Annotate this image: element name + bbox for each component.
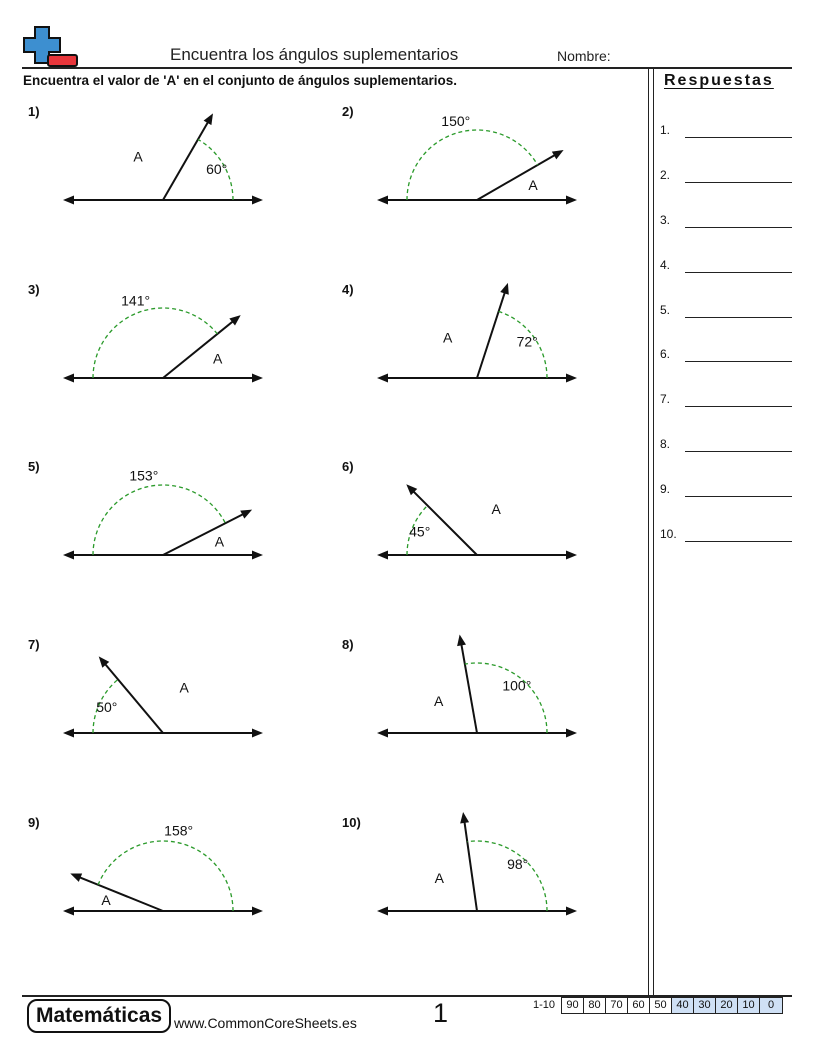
website-link[interactable]: www.CommonCoreSheets.es — [174, 1015, 357, 1031]
unknown-angle-label: A — [101, 891, 111, 908]
score-cell: 30 — [694, 998, 716, 1013]
angle-ray — [464, 817, 477, 911]
answers-title: Respuestas — [664, 72, 774, 89]
problem-number: 10) — [342, 815, 361, 830]
answer-number: 6. — [660, 347, 671, 361]
score-cell: 40 — [672, 998, 694, 1013]
unknown-angle-label: A — [442, 329, 453, 346]
score-table — [533, 997, 783, 1014]
answer-column-divider — [648, 68, 654, 996]
answer-row[interactable] — [660, 392, 792, 410]
answer-number: 10. — [660, 527, 677, 541]
arrowhead-right — [252, 374, 263, 383]
angle-ray — [102, 660, 163, 733]
answer-blank[interactable] — [685, 361, 792, 362]
angle-ray — [163, 118, 211, 200]
score-cell: 50 — [650, 998, 672, 1013]
answer-row[interactable] — [660, 258, 792, 276]
unknown-angle-label: A — [434, 692, 444, 709]
answer-blank[interactable] — [685, 496, 792, 497]
unknown-angle-label: A — [434, 870, 444, 887]
answer-row[interactable] — [660, 123, 792, 141]
answer-number: 3. — [660, 213, 671, 227]
unknown-angle-label: A — [179, 679, 189, 696]
angle-label: 45° — [409, 523, 431, 540]
problem-4 — [342, 282, 642, 442]
header-divider — [22, 67, 792, 69]
unknown-angle-label: A — [214, 533, 225, 550]
angle-ray — [477, 153, 559, 201]
problem-number: 4) — [342, 282, 354, 297]
problem-2 — [342, 104, 642, 264]
answer-number: 9. — [660, 482, 671, 496]
logo-icon — [23, 26, 79, 68]
angle-label: 153° — [129, 467, 159, 484]
unknown-angle-label: A — [133, 148, 143, 165]
worksheet-title: Encuentra los ángulos suplementarios — [170, 45, 459, 64]
arrowhead-left — [63, 196, 74, 205]
arrowhead-left — [377, 551, 388, 560]
arrowhead-left — [377, 729, 388, 738]
angle-arc — [93, 485, 225, 555]
angle-diagram — [342, 637, 642, 797]
answer-blank[interactable] — [685, 227, 792, 228]
unknown-angle-label: A — [491, 500, 501, 517]
angle-label: 98° — [507, 856, 529, 873]
arrowhead-right — [566, 196, 577, 205]
angle-diagram — [28, 282, 328, 442]
answer-blank[interactable] — [685, 182, 792, 183]
arrowhead-left — [63, 551, 74, 560]
angle-ray — [163, 512, 248, 555]
angle-label: 158° — [164, 822, 194, 839]
brand-logo: Matemáticas — [27, 999, 171, 1033]
answer-number: 1. — [660, 123, 671, 137]
arrowhead-left — [377, 907, 388, 916]
arrowhead-left — [377, 196, 388, 205]
problem-3 — [28, 282, 328, 442]
ray-arrowhead — [457, 635, 466, 647]
angle-arc — [98, 841, 233, 911]
answer-row[interactable] — [660, 213, 792, 231]
score-cell: 0 — [760, 998, 782, 1013]
arrowhead-left — [377, 374, 388, 383]
answer-number: 4. — [660, 258, 671, 272]
angle-ray — [163, 318, 237, 378]
score-range: 1-10 — [533, 999, 556, 1011]
answer-blank[interactable] — [685, 541, 792, 542]
problem-7 — [28, 637, 328, 797]
arrowhead-left — [63, 729, 74, 738]
arrowhead-right — [566, 551, 577, 560]
arrowhead-right — [566, 729, 577, 738]
problem-5 — [28, 459, 328, 619]
answer-row[interactable] — [660, 527, 792, 545]
arrowhead-right — [566, 907, 577, 916]
score-cell: 60 — [628, 998, 650, 1013]
problem-6 — [342, 459, 642, 619]
angle-diagram — [342, 459, 642, 619]
score-cell: 90 — [562, 998, 584, 1013]
answer-blank[interactable] — [685, 406, 792, 407]
angle-label: 50° — [96, 698, 118, 715]
answer-blank[interactable] — [685, 137, 792, 138]
problem-10 — [342, 815, 642, 975]
unknown-angle-label: A — [213, 350, 223, 367]
angle-diagram — [28, 815, 328, 975]
arrowhead-right — [252, 551, 263, 560]
arrowhead-right — [252, 729, 263, 738]
answer-number: 2. — [660, 168, 671, 182]
problem-8 — [342, 637, 642, 797]
answer-row[interactable] — [660, 437, 792, 455]
instructions: Encuentra el valor de 'A' en el conjunto de ángulos suplementarios. — [23, 73, 458, 88]
angle-ray — [75, 875, 163, 911]
ray-arrowhead — [70, 873, 82, 881]
problem-number: 6) — [342, 459, 354, 474]
score-cell: 80 — [584, 998, 606, 1013]
angle-diagram — [342, 282, 642, 442]
arrowhead-left — [63, 907, 74, 916]
score-cell: 10 — [738, 998, 760, 1013]
arrowhead-right — [566, 374, 577, 383]
angle-label: 60° — [206, 161, 228, 177]
angle-diagram — [342, 815, 642, 975]
angle-ray — [477, 288, 506, 378]
problem-number: 7) — [28, 637, 40, 652]
page-number: 1 — [433, 998, 449, 1028]
answer-number: 7. — [660, 392, 671, 406]
problem-9 — [28, 815, 328, 975]
angle-arc — [93, 308, 217, 378]
angle-diagram — [342, 104, 642, 264]
angle-diagram — [28, 459, 328, 619]
score-cell: 70 — [606, 998, 628, 1013]
problem-number: 1) — [28, 104, 40, 119]
unknown-angle-label: A — [528, 176, 538, 193]
problem-number: 2) — [342, 104, 354, 119]
arrowhead-right — [252, 196, 263, 205]
answer-row[interactable] — [660, 482, 792, 500]
angle-diagram — [28, 637, 328, 797]
answer-number: 5. — [660, 303, 671, 317]
score-cell: 20 — [716, 998, 738, 1013]
problem-number: 9) — [28, 815, 40, 830]
answer-number: 8. — [660, 437, 671, 451]
angle-label: 72° — [516, 333, 538, 350]
answer-row[interactable] — [660, 168, 792, 186]
answer-blank[interactable] — [685, 272, 792, 273]
angle-label: 150° — [441, 112, 471, 129]
problem-number: 8) — [342, 637, 354, 652]
answer-blank[interactable] — [685, 317, 792, 318]
problem-1 — [28, 104, 328, 264]
angle-arc — [465, 663, 547, 733]
angle-ray — [461, 639, 477, 733]
answer-row[interactable] — [660, 303, 792, 321]
angle-ray — [410, 488, 477, 555]
angle-label: 141° — [121, 292, 151, 309]
ray-arrowhead — [500, 283, 509, 295]
arrowhead-right — [252, 907, 263, 916]
arrowhead-left — [63, 374, 74, 383]
angle-label: 100° — [502, 677, 532, 694]
angle-arc — [467, 841, 547, 911]
name-label: Nombre: — [557, 48, 611, 64]
problem-number: 5) — [28, 459, 40, 474]
angle-diagram — [28, 104, 328, 264]
ray-arrowhead — [460, 812, 469, 824]
problem-number: 3) — [28, 282, 40, 297]
answer-blank[interactable] — [685, 451, 792, 452]
angle-arc — [407, 130, 538, 200]
score-cells — [561, 997, 783, 1014]
answer-row[interactable] — [660, 347, 792, 365]
